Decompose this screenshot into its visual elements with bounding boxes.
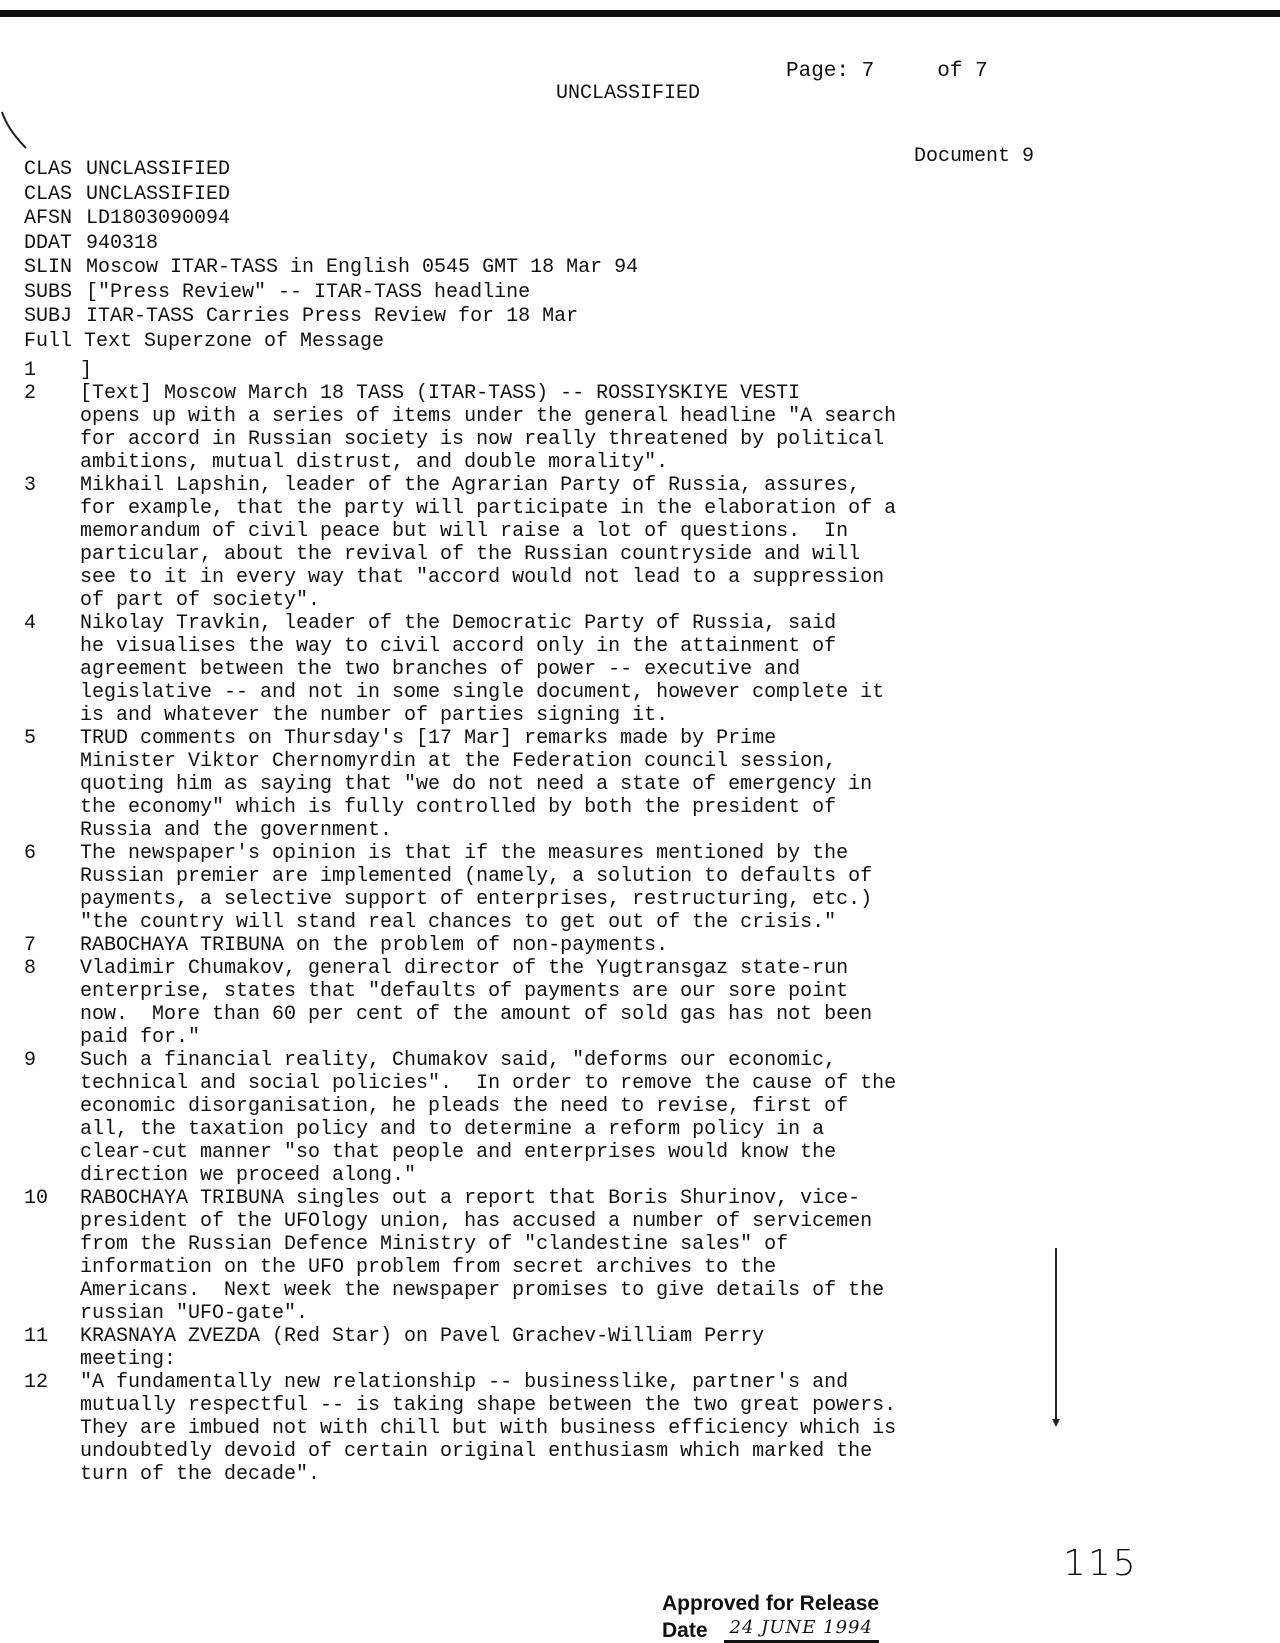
paragraph-text: The newspaper's opinion is that if the measures mentioned by the Russian premier are implemented (namely, a solution to defaults of payments, a selective support of enterprises, restructuring, etc.) "the country will stand real chances to get out of the crisis." (80, 842, 873, 934)
paragraph (24, 382, 964, 474)
paragraph-text: RABOCHAYA TRIBUNA singles out a report that Boris Shurinov, vice- president of the UFOlogy union, has accused a number of servicemen from the Russian Defence Ministry of "clandestine sales" of information on the UFO problem from secret archives to the Americans. Next week the newspaper promises to give details of the russian "UFO-gate". (80, 1187, 885, 1325)
document-label: Document 9 (914, 145, 1035, 168)
paragraph-number: 2 (24, 382, 37, 405)
header-field-clas: CLAS UNCLASSIFIED (24, 158, 231, 181)
paragraph (24, 842, 964, 934)
page-total: of 7 (937, 60, 988, 83)
paragraph (24, 1049, 964, 1187)
classification-marking: UNCLASSIFIED (556, 82, 701, 105)
paragraph-number: 1 (24, 359, 37, 382)
header-field-clas: CLAS UNCLASSIFIED (24, 182, 231, 206)
header-field-afsn: AFSN LD1803090094 (24, 207, 231, 230)
paragraph (24, 727, 964, 842)
paragraph-number: 3 (24, 474, 37, 497)
paragraph (24, 957, 964, 1049)
header-field-subs: SUBS ["Press Review" -- ITAR-TASS headline (24, 280, 531, 304)
paragraph-text: Vladimir Chumakov, general director of the Yugtransgaz state-run enterprise, states that "defaults of payments are our sore point now. More than 60 per cent of the amount of sold gas has not been paid for." (80, 957, 873, 1049)
paragraph (24, 1187, 964, 1325)
paragraph-text: TRUD comments on Thursday's [17 Mar] remarks made by Prime Minister Viktor Chernomyrdin at the Federation council session, quoting him as saying that "we do not need a state of emergency in the economy" which is fully controlled by both the president of Russia and the government. (80, 727, 873, 842)
page-current: 7 (861, 60, 875, 83)
header-field-slin: SLIN Moscow ITAR-TASS in English 0545 GMT 18 Mar 94 (24, 256, 639, 279)
paragraph-text: Such a financial reality, Chumakov said, "deforms our economic, technical and social policies". In order to remove the cause of the economic disorganisation, he pleads the need to revise, first of all, the taxation policy and to determine a reform policy in a clear-cut manner "so that people and enterprises would know the direction we proceed along." (80, 1049, 897, 1187)
paragraph-text: ] (80, 359, 93, 382)
paragraph-text: "A fundamentally new relationship -- businesslike, partner's and mutually respectful -- is taking shape between the two great powers. They are imbued not with chill but with business efficiency which is undoubtedly devoid of certain original enthusiasm which marked the turn of the decade". (80, 1371, 897, 1486)
paragraph-text: KRASNAYA ZVEZDA (Red Star) on Pavel Grachev-William Perry meeting: (80, 1325, 765, 1371)
release-date-label: Date (662, 1619, 708, 1642)
paragraph-number: 6 (24, 842, 37, 865)
paragraph-number: 11 (24, 1325, 49, 1348)
paragraph (24, 934, 964, 957)
paragraph-text: Mikhail Lapshin, leader of the Agrarian Party of Russia, assures, for example, that the party will participate in the elaboration of a memorandum of civil peace but will raise a lot of questions. In particular, about the revival of the Russian countryside and will see to it in every way that "accord would not lead to a suppression of part of society". (80, 474, 897, 612)
paragraph (24, 1325, 964, 1371)
message-header (24, 158, 638, 354)
approved-for-release-label: Approved for Release (662, 1592, 880, 1615)
header-field-ddat: DDAT 940318 (24, 231, 159, 255)
handwritten-page-number: 115 (1063, 1543, 1138, 1584)
paragraph-number: 5 (24, 727, 37, 750)
paragraph-number: 8 (24, 957, 37, 980)
full-text-label: Full Text Superzone of Message (24, 329, 385, 353)
margin-bracket-line (1055, 1248, 1057, 1423)
page-label: Page: (786, 60, 850, 83)
paragraph-number: 4 (24, 612, 37, 635)
release-stamp (662, 1592, 879, 1643)
header-field-subj: SUBJ ITAR-TASS Carries Press Review for 18 Mar (24, 305, 579, 328)
paragraph-number: 12 (24, 1371, 49, 1394)
top-rule (0, 10, 1280, 17)
paragraph (24, 1371, 964, 1486)
paragraph-number: 7 (24, 934, 37, 957)
paragraph (24, 359, 964, 382)
paragraph (24, 612, 964, 727)
release-date-signature: 24 JUNE 1994 (724, 1616, 879, 1643)
paragraph-number: 10 (24, 1187, 49, 1210)
page-number (786, 60, 988, 83)
paragraph-text: [Text] Moscow March 18 TASS (ITAR-TASS) -- ROSSIYSKIYE VESTI opens up with a series of items under the general headline "A search for accord in Russian society is now really threatened by political ambitions, mutual distrust, and double morality". (80, 382, 897, 474)
message-body (24, 359, 964, 1486)
paragraph-text: Nikolay Travkin, leader of the Democratic Party of Russia, said he visualises the way to civil accord only in the attainment of agreement between the two branches of power -- executive and legislative -- and not in some single document, however complete it is and whatever the number of parties signing it. (80, 612, 885, 727)
paragraph-text: RABOCHAYA TRIBUNA on the problem of non-payments. (80, 934, 669, 957)
paragraph-number: 9 (24, 1049, 37, 1072)
paragraph (24, 474, 964, 612)
release-date-row (662, 1616, 879, 1643)
